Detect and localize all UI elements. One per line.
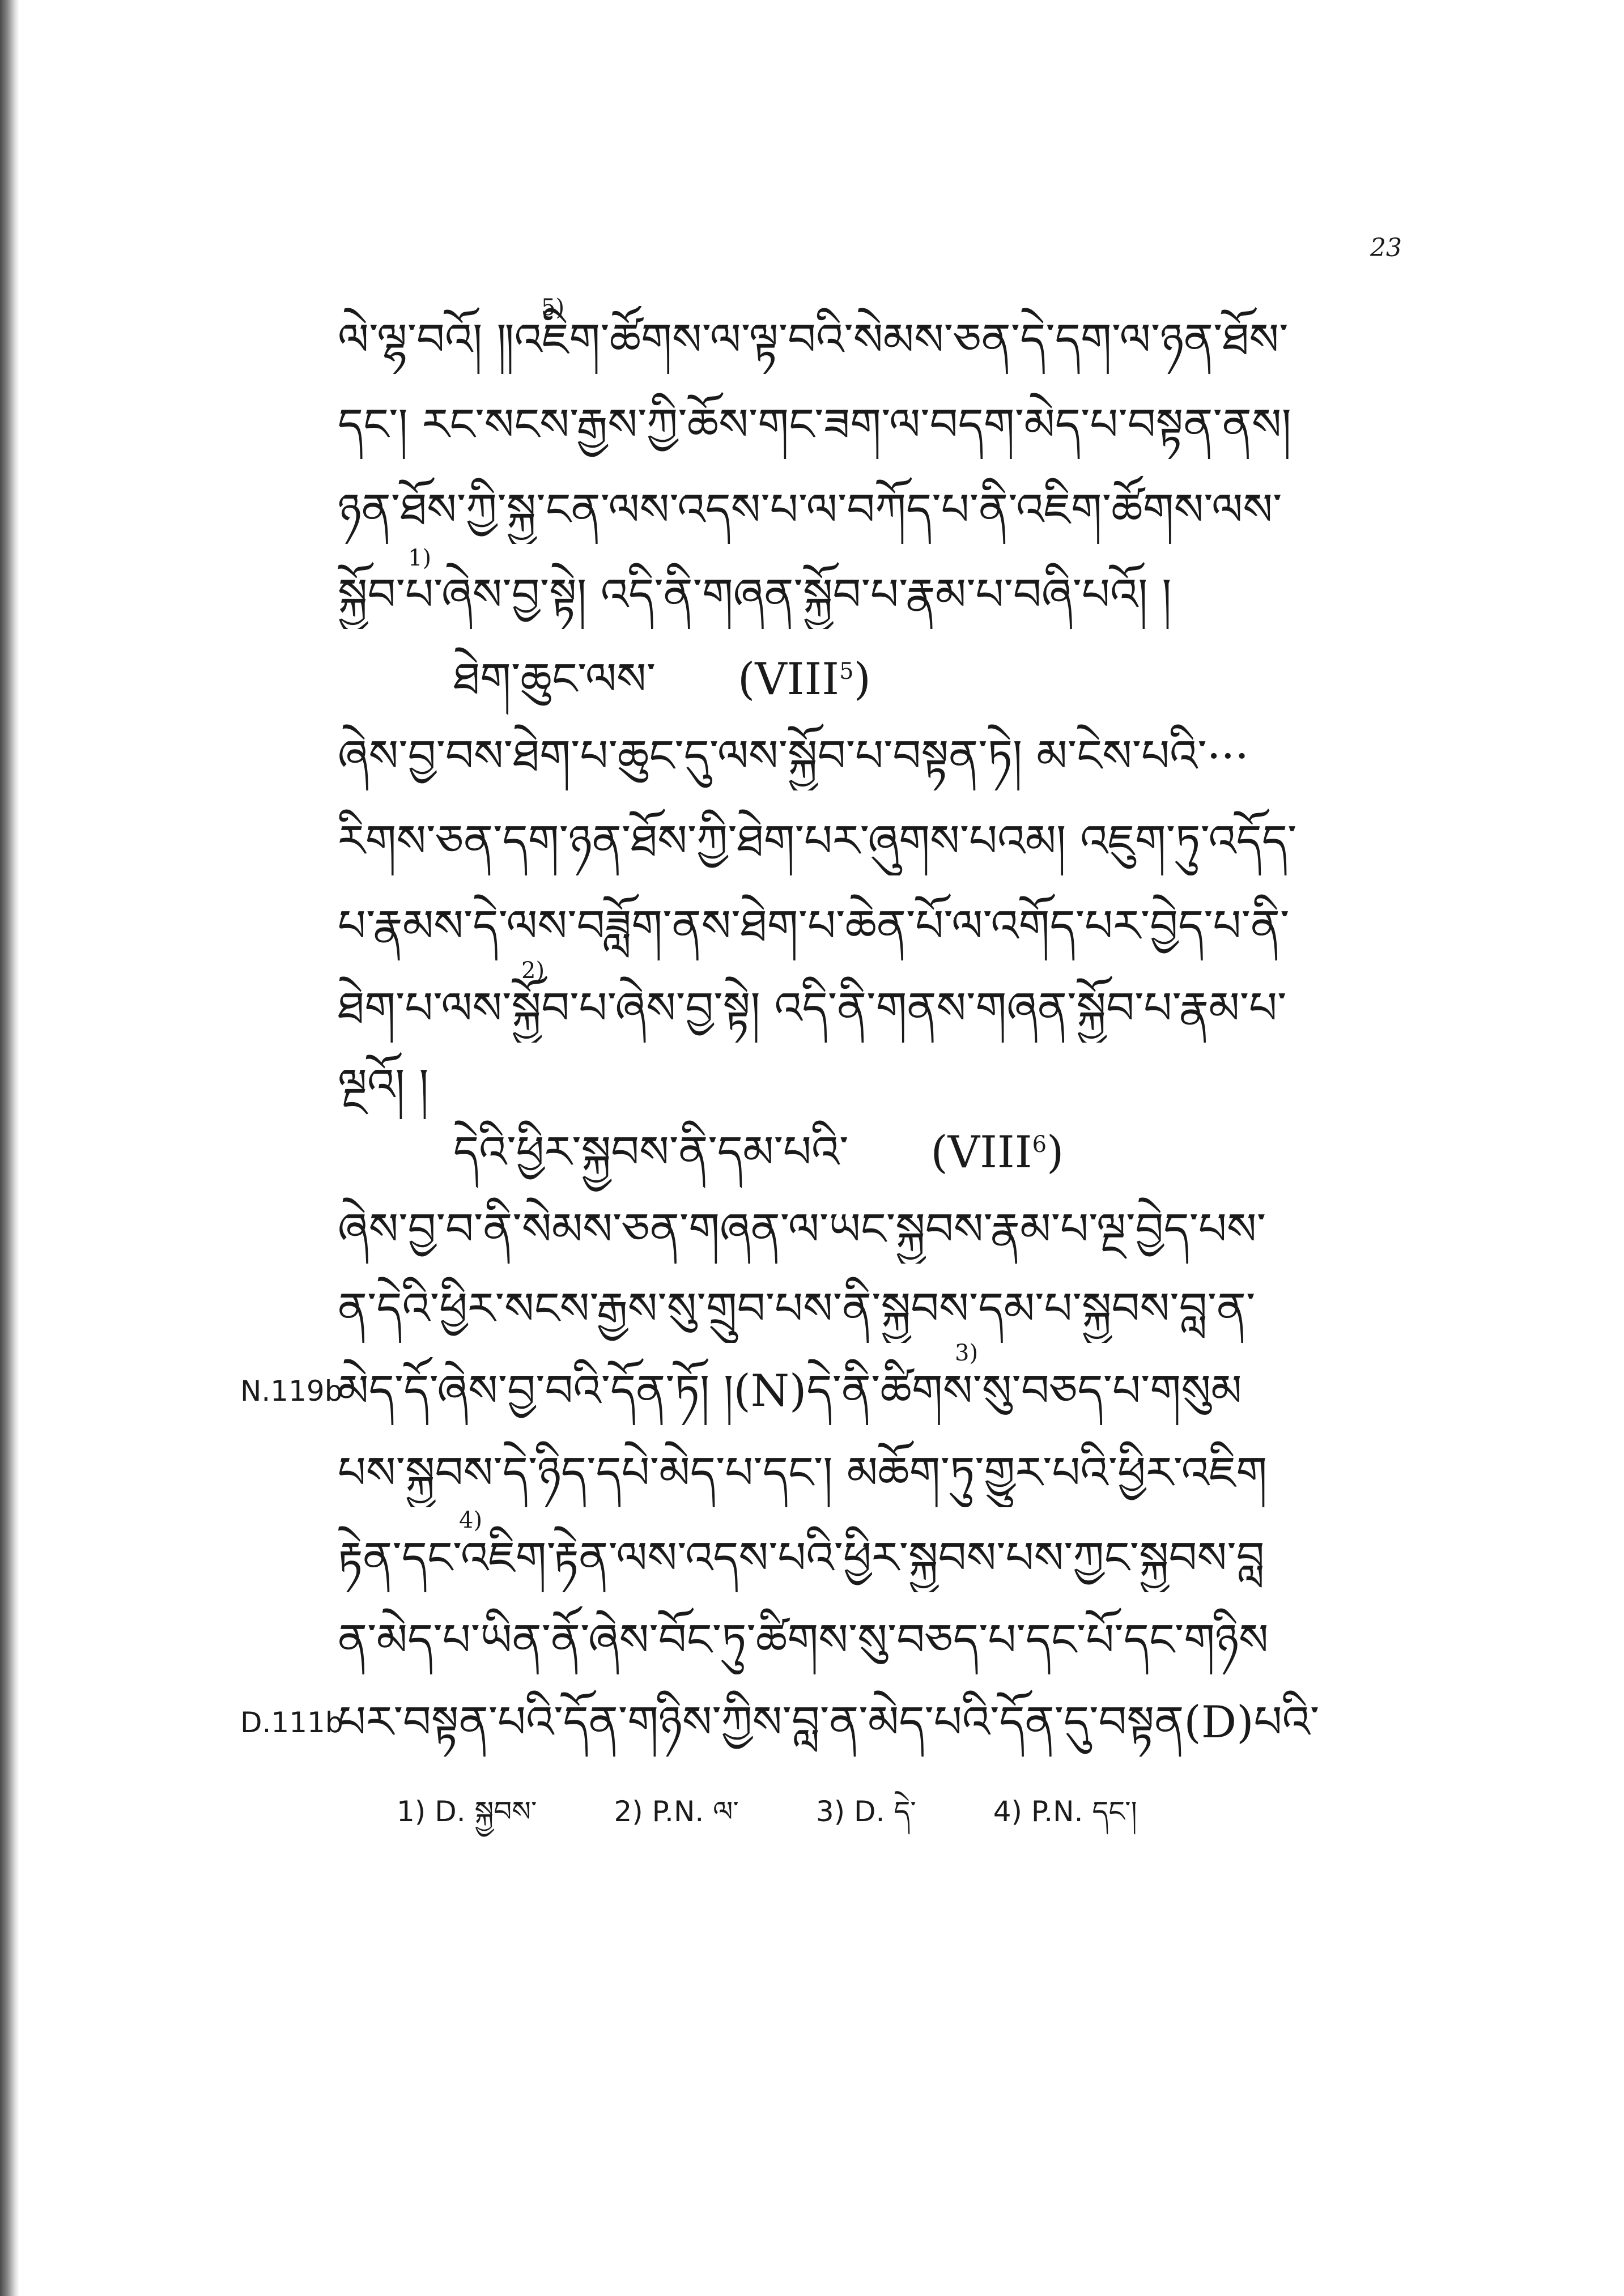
text-line: ལེ་ལྷ་བའོ། ༎འཇིག་ཚོགས་ལ་ལྟ་བའི་སེམས་ཅན་དེ་དག་ལ་ཉན་ཐོས་ — [338, 314, 1289, 365]
text-line: ན་དེའི་ཕྱིར་སངས་རྒྱས་སུ་གྲུབ་པས་ནི་སྐྱབས་དམ་པ་སྐྱབས་བླ་ན་ — [338, 1283, 1256, 1334]
text-line: ཉན་ཐོས་ཀྱི་སྐྱ་ངན་ལས་འདས་པ་ལ་བཀོད་པ་ནི་འཇིག་ཚོགས་ལས་ — [338, 484, 1282, 535]
page-number: 23 — [1370, 233, 1402, 262]
footnote: 3) D. དེ་ — [815, 1795, 916, 1828]
heading-text: ཐེག་ཆུང་ལས་ — [453, 654, 656, 705]
text-line: ན་མེད་པ་ཡིན་ནོ་ཞེས་བོང་ཏུ་ཚིགས་སུ་བཅད་པ་དང་པོ་དང་གཉིས — [338, 1615, 1269, 1666]
footnote: 4) P.N. དང་། — [993, 1795, 1137, 1828]
text-line: དང་། རང་སངས་རྒྱས་ཀྱི་ཆོས་གང་ཟག་ལ་བདག་མེད་པ་བསྟན་ནས། — [338, 399, 1291, 450]
section-heading — [453, 637, 871, 713]
heading-text: དེའི་ཕྱིར་སྐྱབས་ནི་དམ་པའི་ — [453, 1127, 849, 1178]
footnote-marker: 1) — [408, 545, 432, 571]
footnote-marker: 5) — [541, 295, 565, 321]
text-line: མེད་དོ་ཞེས་བྱ་བའི་དོན་ཏོ། །(N)དེ་ནི་ཚིགས་སུ་བཅད་པ་གསུམ — [338, 1366, 1242, 1417]
text-line: ཐེག་པ་ལས་སྐྱོབ་པ་ཞེས་བྱ་སྟེ། འདི་ནི་གནས་གཞན་སྐྱོབ་པ་རྣམ་པ་ — [338, 983, 1287, 1034]
text-line: པར་བསྟན་པའི་དོན་གཉིས་ཀྱིས་བླ་ན་མེད་པའི་དོན་དུ་བསྟན(D)པའི་ — [338, 1697, 1320, 1748]
text-line: སྐྱོབ་པ་ཞེས་བྱ་སྟེ། འདི་ནི་གཞན་སྐྱོབ་པ་རྣམ་པ་བཞི་པའོ། ། — [338, 569, 1172, 620]
footnote: 2) P.N. ལ་ — [614, 1795, 739, 1828]
text-line: རིགས་ཅན་དག་ཉན་ཐོས་ཀྱི་ཐེག་པར་ཞུགས་པའམ། འཇུག་ཏུ་འདོད་ — [338, 816, 1297, 867]
footnote: 1) D. སྐྱབས་ — [397, 1795, 537, 1828]
footnote-marker: 2) — [521, 958, 545, 984]
footnote-marker: 4) — [459, 1507, 483, 1533]
section-marker: (VIII$^5$) — [737, 654, 871, 705]
folio-reference: N.119b — [240, 1375, 343, 1408]
book-spine-shadow — [0, 0, 19, 2296]
text-line: པ་རྣམས་དེ་ལས་བཟློག་ནས་ཐེག་པ་ཆེན་པོ་ལ་འགོད་པར་བྱེད་པ་ནི་ — [338, 901, 1290, 952]
footnote-marker: 3) — [955, 1340, 979, 1366]
text-line: ཞེས་བྱ་བ་ནི་སེམས་ཅན་གཞན་ལ་ཡང་སྐྱབས་རྣམ་པ་ལྔ་བྱེད་པས་ — [338, 1204, 1266, 1255]
text-line: ཞེས་བྱ་བས་ཐེག་པ་ཆུང་དུ་ལས་སྐྱོབ་པ་བསྟན་ཏེ། མ་ངེས་པའི་··· — [338, 731, 1249, 782]
text-line: པས་སྐྱབས་དེ་ཉིད་དཔེ་མེད་པ་དང་། མཆོག་ཏུ་གྱུར་པའི་ཕྱིར་འཇིག — [338, 1448, 1268, 1499]
footnotes — [397, 1786, 1360, 1837]
folio-reference: D.111b — [240, 1706, 343, 1739]
text-line: རྟེན་དང་འཇིག་རྟེན་ལས་འདས་པའི་ཕྱིར་སྐྱབས་པས་ཀྱང་སྐྱབས་བླ — [338, 1533, 1265, 1584]
section-marker: (VIII$^6$) — [930, 1127, 1064, 1178]
section-heading — [453, 1111, 1064, 1187]
text-line: ལྔའོ། ། — [338, 1060, 429, 1111]
